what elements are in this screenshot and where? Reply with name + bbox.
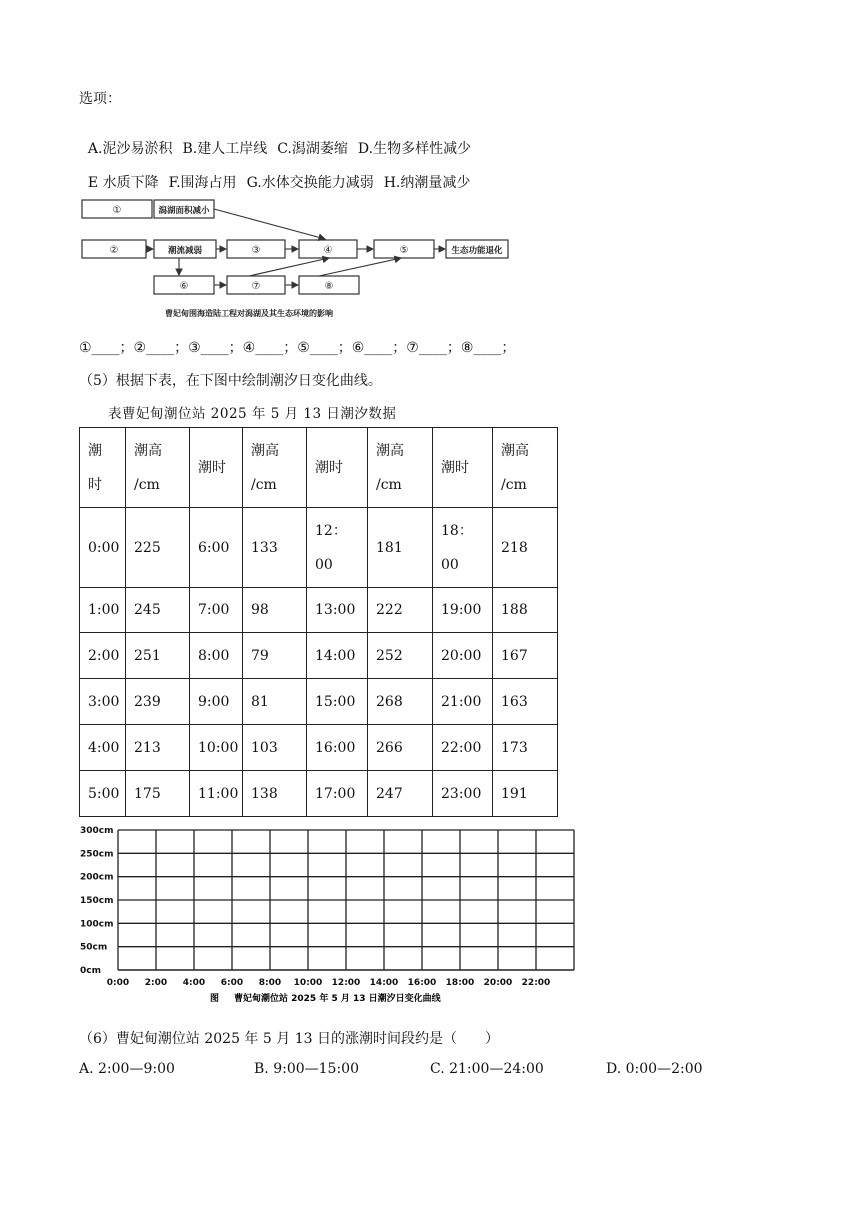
option-f: F.围海占用 <box>168 175 237 191</box>
height-cell: 133 <box>243 508 307 588</box>
option-g: G.水体交换能力减弱 <box>246 175 374 191</box>
table-row <box>80 771 558 817</box>
time-cell: 17:00 <box>307 771 368 817</box>
x-tick-label: 0:00 <box>106 978 130 988</box>
x-tick-label: 8:00 <box>258 978 282 988</box>
options-row-2 <box>79 156 470 192</box>
table-row <box>80 725 558 771</box>
height-cell: 266 <box>368 725 433 771</box>
height-cell: 81 <box>243 679 307 725</box>
height-cell: 191 <box>493 771 558 817</box>
time-cell: 1:00 <box>80 588 126 633</box>
question-6: （6）曹妃甸潮位站 2025 年 5 月 13 日的涨潮时间段约是（ ） <box>79 1031 499 1047</box>
height-cell: 247 <box>368 771 433 817</box>
question-5: （5）根据下表，在下图中绘制潮汐日变化曲线。 <box>79 373 382 389</box>
time-cell: 10:00 <box>190 725 243 771</box>
answer-a: A. 2:00—9:00 <box>79 1061 175 1077</box>
height-cell: 188 <box>493 588 558 633</box>
height-cell: 98 <box>243 588 307 633</box>
diagram-caption: 曹妃甸围海造陆工程对潟湖及其生态环境的影响 <box>165 309 333 318</box>
header-height: 潮高 /cm <box>368 428 433 508</box>
node-6: ⑥ <box>179 281 189 292</box>
y-tick-label: 100cm <box>80 919 114 930</box>
x-tick-label: 2:00 <box>144 978 168 988</box>
chart-figure-label: 图 <box>210 994 220 1004</box>
x-tick-label: 22:00 <box>521 978 551 988</box>
option-b: B.建人工岸线 <box>182 141 268 157</box>
header-time: 潮 时 <box>80 428 126 508</box>
x-tick-label: 14:00 <box>369 978 399 988</box>
time-cell: 9:00 <box>190 679 243 725</box>
time-cell: 5:00 <box>80 771 126 817</box>
chart-title: 曹妃甸潮位站 2025 年 5 月 13 日潮汐日变化曲线 <box>234 994 441 1004</box>
options-row-1 <box>79 122 471 158</box>
height-cell: 225 <box>126 508 190 588</box>
height-cell: 268 <box>368 679 433 725</box>
time-cell: 22:00 <box>433 725 493 771</box>
x-tick-label: 12:00 <box>331 978 361 988</box>
time-cell: 23:00 <box>433 771 493 817</box>
time-cell: 19:00 <box>433 588 493 633</box>
height-cell: 222 <box>368 588 433 633</box>
time-cell: 15:00 <box>307 679 368 725</box>
table-row <box>80 588 558 633</box>
node-5: ⑤ <box>399 245 409 256</box>
y-tick-label: 150cm <box>80 896 114 906</box>
header-height: 潮高 /cm <box>493 428 558 508</box>
node-4: ④ <box>323 245 333 256</box>
height-cell: 79 <box>243 633 307 679</box>
height-cell: 103 <box>243 725 307 771</box>
answer-c: C. 21:00—24:00 <box>430 1061 544 1077</box>
time-cell: 18： 00 <box>433 508 493 588</box>
time-cell: 0:00 <box>80 508 126 588</box>
x-tick-label: 16:00 <box>407 978 437 988</box>
time-cell: 3:00 <box>80 679 126 725</box>
time-cell: 14:00 <box>307 633 368 679</box>
x-tick-label: 6:00 <box>220 978 244 988</box>
answer-d: D. 0:00—2:00 <box>606 1061 703 1077</box>
height-cell: 239 <box>126 679 190 725</box>
node-7: ⑦ <box>251 281 261 292</box>
height-cell: 213 <box>126 725 190 771</box>
time-cell: 7:00 <box>190 588 243 633</box>
height-cell: 138 <box>243 771 307 817</box>
table-row <box>80 508 558 588</box>
node-8: ⑧ <box>324 281 334 292</box>
option-d: D.生物多样性减少 <box>357 141 472 157</box>
table-header-row <box>80 428 558 508</box>
time-cell: 11:00 <box>190 771 243 817</box>
y-tick-label: 250cm <box>80 849 114 860</box>
time-cell: 6:00 <box>190 508 243 588</box>
node-1: ① <box>112 205 122 216</box>
chart-grid <box>118 830 574 970</box>
height-cell: 175 <box>126 771 190 817</box>
time-cell: 12： 00 <box>307 508 368 588</box>
height-cell: 167 <box>493 633 558 679</box>
height-cell: 218 <box>493 508 558 588</box>
header-height: 潮高 /cm <box>126 428 190 508</box>
node-current-weaken: 潮流减弱 <box>167 246 203 256</box>
y-tick-label: 200cm <box>80 872 114 883</box>
node-eco-decline: 生态功能退化 <box>451 246 503 256</box>
x-tick-label: 18:00 <box>445 978 475 988</box>
x-tick-label: 20:00 <box>483 978 513 988</box>
time-cell: 8:00 <box>190 633 243 679</box>
node-lagoon-shrink: 潟湖面积减小 <box>158 206 210 216</box>
height-cell: 252 <box>368 633 433 679</box>
x-tick-label: 10:00 <box>293 978 323 988</box>
option-e: E 水质下降 <box>87 175 159 191</box>
time-cell: 4:00 <box>80 725 126 771</box>
height-cell: 181 <box>368 508 433 588</box>
header-time: 潮时 <box>433 428 493 508</box>
time-cell: 2:00 <box>80 633 126 679</box>
y-tick-label: 50cm <box>80 942 108 953</box>
height-cell: 251 <box>126 633 190 679</box>
header-time: 潮时 <box>190 428 243 508</box>
answer-b: B. 9:00—15:00 <box>254 1061 359 1077</box>
y-tick-label: 300cm <box>80 826 114 836</box>
options-intro: 选项： <box>79 91 121 107</box>
height-cell: 173 <box>493 725 558 771</box>
x-tick-label: 4:00 <box>182 978 206 988</box>
table-title: 表曹妃甸潮位站 2025 年 5 月 13 日潮汐数据 <box>108 406 397 422</box>
time-cell: 21:00 <box>433 679 493 725</box>
header-height: 潮高 /cm <box>243 428 307 508</box>
tide-chart <box>74 820 589 1010</box>
time-cell: 20:00 <box>433 633 493 679</box>
option-h: H.纳潮量减少 <box>383 175 471 191</box>
header-time: 潮时 <box>307 428 368 508</box>
impact-flow-diagram <box>79 192 519 324</box>
tide-table <box>79 427 558 817</box>
option-c: C.潟湖萎缩 <box>277 141 348 157</box>
time-cell: 13:00 <box>307 588 368 633</box>
time-cell: 16:00 <box>307 725 368 771</box>
height-cell: 245 <box>126 588 190 633</box>
blanks-line: ①____；②____；③____；④____；⑤____；⑥____；⑦____；⑧____； <box>79 340 516 356</box>
y-tick-label: 0cm <box>80 966 101 976</box>
table-row <box>80 633 558 679</box>
option-a: A.泥沙易淤积 <box>87 141 173 157</box>
table-row <box>80 679 558 725</box>
node-3: ③ <box>251 245 261 256</box>
height-cell: 163 <box>493 679 558 725</box>
node-2: ② <box>109 245 119 256</box>
